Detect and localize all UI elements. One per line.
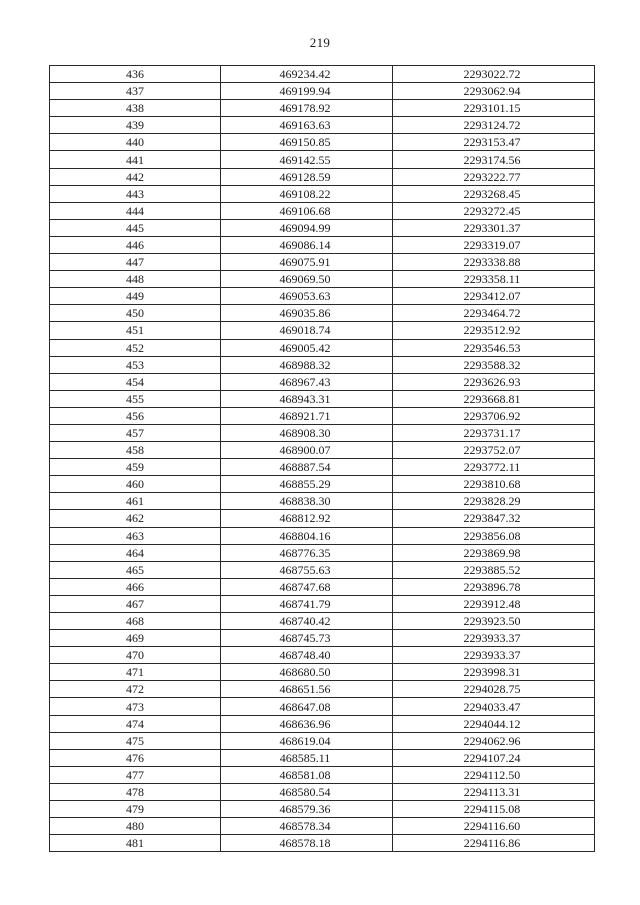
point-number-cell: 443 <box>50 185 221 202</box>
table-row <box>50 83 595 100</box>
y-coordinate-cell: 2293923.50 <box>393 613 595 630</box>
point-number-cell: 475 <box>50 732 221 749</box>
x-coordinate-cell: 468967.43 <box>221 373 393 390</box>
table-row <box>50 305 595 322</box>
y-coordinate-cell: 2293731.17 <box>393 424 595 441</box>
table-row <box>50 783 595 800</box>
y-coordinate-cell: 2293810.68 <box>393 476 595 493</box>
point-number-cell: 480 <box>50 818 221 835</box>
point-number-cell: 445 <box>50 219 221 236</box>
x-coordinate-cell: 468580.54 <box>221 783 393 800</box>
x-coordinate-cell: 468578.18 <box>221 835 393 852</box>
y-coordinate-cell: 2293885.52 <box>393 561 595 578</box>
point-number-cell: 481 <box>50 835 221 852</box>
x-coordinate-cell: 469106.68 <box>221 202 393 219</box>
table-row <box>50 373 595 390</box>
x-coordinate-cell: 468908.30 <box>221 424 393 441</box>
point-number-cell: 441 <box>50 151 221 168</box>
point-number-cell: 451 <box>50 322 221 339</box>
x-coordinate-cell: 468776.35 <box>221 544 393 561</box>
y-coordinate-cell: 2293319.07 <box>393 236 595 253</box>
table-row <box>50 219 595 236</box>
y-coordinate-cell: 2293512.92 <box>393 322 595 339</box>
point-number-cell: 442 <box>50 168 221 185</box>
point-number-cell: 444 <box>50 202 221 219</box>
table-row <box>50 134 595 151</box>
table-row <box>50 647 595 664</box>
table-row <box>50 476 595 493</box>
point-number-cell: 453 <box>50 356 221 373</box>
x-coordinate-cell: 468680.50 <box>221 664 393 681</box>
point-number-cell: 440 <box>50 134 221 151</box>
table-row <box>50 442 595 459</box>
x-coordinate-cell: 469053.63 <box>221 288 393 305</box>
y-coordinate-cell: 2294115.08 <box>393 801 595 818</box>
x-coordinate-cell: 468988.32 <box>221 356 393 373</box>
y-coordinate-cell: 2293869.98 <box>393 544 595 561</box>
x-coordinate-cell: 469163.63 <box>221 117 393 134</box>
y-coordinate-cell: 2294116.86 <box>393 835 595 852</box>
x-coordinate-cell: 468636.96 <box>221 715 393 732</box>
x-coordinate-cell: 469035.86 <box>221 305 393 322</box>
y-coordinate-cell: 2293706.92 <box>393 407 595 424</box>
y-coordinate-cell: 2293153.47 <box>393 134 595 151</box>
x-coordinate-cell: 468921.71 <box>221 407 393 424</box>
y-coordinate-cell: 2293412.07 <box>393 288 595 305</box>
table-row <box>50 818 595 835</box>
point-number-cell: 437 <box>50 83 221 100</box>
y-coordinate-cell: 2293546.53 <box>393 339 595 356</box>
x-coordinate-cell: 469086.14 <box>221 236 393 253</box>
y-coordinate-cell: 2294112.50 <box>393 766 595 783</box>
y-coordinate-cell: 2294033.47 <box>393 698 595 715</box>
y-coordinate-cell: 2293301.37 <box>393 219 595 236</box>
x-coordinate-cell: 468747.68 <box>221 578 393 595</box>
table-row <box>50 493 595 510</box>
y-coordinate-cell: 2294044.12 <box>393 715 595 732</box>
point-number-cell: 457 <box>50 424 221 441</box>
x-coordinate-cell: 468619.04 <box>221 732 393 749</box>
y-coordinate-cell: 2294116.60 <box>393 818 595 835</box>
x-coordinate-cell: 469108.22 <box>221 185 393 202</box>
table-row <box>50 202 595 219</box>
y-coordinate-cell: 2293828.29 <box>393 493 595 510</box>
table-row <box>50 185 595 202</box>
point-number-cell: 459 <box>50 459 221 476</box>
x-coordinate-cell: 468943.31 <box>221 390 393 407</box>
y-coordinate-cell: 2293062.94 <box>393 83 595 100</box>
table-row <box>50 749 595 766</box>
point-number-cell: 476 <box>50 749 221 766</box>
y-coordinate-cell: 2293464.72 <box>393 305 595 322</box>
x-coordinate-cell: 469234.42 <box>221 66 393 83</box>
y-coordinate-cell: 2293272.45 <box>393 202 595 219</box>
point-number-cell: 448 <box>50 271 221 288</box>
y-coordinate-cell: 2293912.48 <box>393 595 595 612</box>
x-coordinate-cell: 468585.11 <box>221 749 393 766</box>
table-row <box>50 732 595 749</box>
x-coordinate-cell: 468838.30 <box>221 493 393 510</box>
x-coordinate-cell: 468812.92 <box>221 510 393 527</box>
point-number-cell: 467 <box>50 595 221 612</box>
point-number-cell: 446 <box>50 236 221 253</box>
y-coordinate-cell: 2293896.78 <box>393 578 595 595</box>
x-coordinate-cell: 468740.42 <box>221 613 393 630</box>
point-number-cell: 473 <box>50 698 221 715</box>
y-coordinate-cell: 2294062.96 <box>393 732 595 749</box>
table-row <box>50 510 595 527</box>
y-coordinate-cell: 2293222.77 <box>393 168 595 185</box>
point-number-cell: 479 <box>50 801 221 818</box>
y-coordinate-cell: 2293668.81 <box>393 390 595 407</box>
y-coordinate-cell: 2293268.45 <box>393 185 595 202</box>
point-number-cell: 460 <box>50 476 221 493</box>
x-coordinate-cell: 468900.07 <box>221 442 393 459</box>
point-number-cell: 456 <box>50 407 221 424</box>
table-row <box>50 595 595 612</box>
y-coordinate-cell: 2293338.88 <box>393 254 595 271</box>
point-number-cell: 463 <box>50 527 221 544</box>
x-coordinate-cell: 468748.40 <box>221 647 393 664</box>
x-coordinate-cell: 468578.34 <box>221 818 393 835</box>
y-coordinate-cell: 2293358.11 <box>393 271 595 288</box>
y-coordinate-cell: 2293998.31 <box>393 664 595 681</box>
table-row <box>50 356 595 373</box>
point-number-cell: 439 <box>50 117 221 134</box>
y-coordinate-cell: 2294107.24 <box>393 749 595 766</box>
x-coordinate-cell: 468581.08 <box>221 766 393 783</box>
point-number-cell: 455 <box>50 390 221 407</box>
table-row <box>50 459 595 476</box>
x-coordinate-cell: 468745.73 <box>221 630 393 647</box>
table-row <box>50 664 595 681</box>
point-number-cell: 447 <box>50 254 221 271</box>
point-number-cell: 469 <box>50 630 221 647</box>
point-number-cell: 466 <box>50 578 221 595</box>
table-row <box>50 835 595 852</box>
table-row <box>50 527 595 544</box>
y-coordinate-cell: 2293856.08 <box>393 527 595 544</box>
point-number-cell: 472 <box>50 681 221 698</box>
page-number: 219 <box>309 35 331 50</box>
x-coordinate-cell: 468887.54 <box>221 459 393 476</box>
point-number-cell: 465 <box>50 561 221 578</box>
y-coordinate-cell: 2293933.37 <box>393 630 595 647</box>
y-coordinate-cell: 2293124.72 <box>393 117 595 134</box>
x-coordinate-cell: 468804.16 <box>221 527 393 544</box>
table-row <box>50 698 595 715</box>
x-coordinate-cell: 468741.79 <box>221 595 393 612</box>
table-row <box>50 66 595 83</box>
table-row <box>50 544 595 561</box>
y-coordinate-cell: 2293772.11 <box>393 459 595 476</box>
table-row <box>50 254 595 271</box>
table-row <box>50 117 595 134</box>
table-row <box>50 715 595 732</box>
table-row <box>50 151 595 168</box>
table-row <box>50 578 595 595</box>
x-coordinate-cell: 469069.50 <box>221 271 393 288</box>
table-row <box>50 100 595 117</box>
point-number-cell: 462 <box>50 510 221 527</box>
table-row <box>50 801 595 818</box>
x-coordinate-cell: 469128.59 <box>221 168 393 185</box>
point-number-cell: 478 <box>50 783 221 800</box>
x-coordinate-cell: 469142.55 <box>221 151 393 168</box>
point-number-cell: 468 <box>50 613 221 630</box>
table-row <box>50 288 595 305</box>
table-row <box>50 407 595 424</box>
coordinate-table-body <box>50 66 595 852</box>
x-coordinate-cell: 469094.99 <box>221 219 393 236</box>
x-coordinate-cell: 469075.91 <box>221 254 393 271</box>
table-row <box>50 390 595 407</box>
y-coordinate-cell: 2293101.15 <box>393 100 595 117</box>
point-number-cell: 449 <box>50 288 221 305</box>
x-coordinate-cell: 469178.92 <box>221 100 393 117</box>
table-row <box>50 168 595 185</box>
x-coordinate-cell: 468651.56 <box>221 681 393 698</box>
point-number-cell: 436 <box>50 66 221 83</box>
table-row <box>50 561 595 578</box>
y-coordinate-cell: 2294113.31 <box>393 783 595 800</box>
y-coordinate-cell: 2293933.37 <box>393 647 595 664</box>
point-number-cell: 474 <box>50 715 221 732</box>
point-number-cell: 470 <box>50 647 221 664</box>
point-number-cell: 461 <box>50 493 221 510</box>
x-coordinate-cell: 469150.85 <box>221 134 393 151</box>
table-row <box>50 681 595 698</box>
x-coordinate-cell: 468855.29 <box>221 476 393 493</box>
y-coordinate-cell: 2293022.72 <box>393 66 595 83</box>
table-row <box>50 322 595 339</box>
point-number-cell: 458 <box>50 442 221 459</box>
point-number-cell: 452 <box>50 339 221 356</box>
table-row <box>50 630 595 647</box>
point-number-cell: 450 <box>50 305 221 322</box>
point-number-cell: 477 <box>50 766 221 783</box>
table-row <box>50 339 595 356</box>
point-number-cell: 438 <box>50 100 221 117</box>
point-number-cell: 454 <box>50 373 221 390</box>
coordinate-table <box>49 65 595 852</box>
x-coordinate-cell: 469005.42 <box>221 339 393 356</box>
point-number-cell: 471 <box>50 664 221 681</box>
table-row <box>50 613 595 630</box>
point-number-cell: 464 <box>50 544 221 561</box>
y-coordinate-cell: 2293626.93 <box>393 373 595 390</box>
x-coordinate-cell: 468579.36 <box>221 801 393 818</box>
table-row <box>50 766 595 783</box>
y-coordinate-cell: 2294028.75 <box>393 681 595 698</box>
x-coordinate-cell: 469018.74 <box>221 322 393 339</box>
y-coordinate-cell: 2293174.56 <box>393 151 595 168</box>
y-coordinate-cell: 2293588.32 <box>393 356 595 373</box>
table-row <box>50 236 595 253</box>
x-coordinate-cell: 468755.63 <box>221 561 393 578</box>
x-coordinate-cell: 468647.08 <box>221 698 393 715</box>
table-row <box>50 271 595 288</box>
table-row <box>50 424 595 441</box>
y-coordinate-cell: 2293847.32 <box>393 510 595 527</box>
x-coordinate-cell: 469199.94 <box>221 83 393 100</box>
y-coordinate-cell: 2293752.07 <box>393 442 595 459</box>
